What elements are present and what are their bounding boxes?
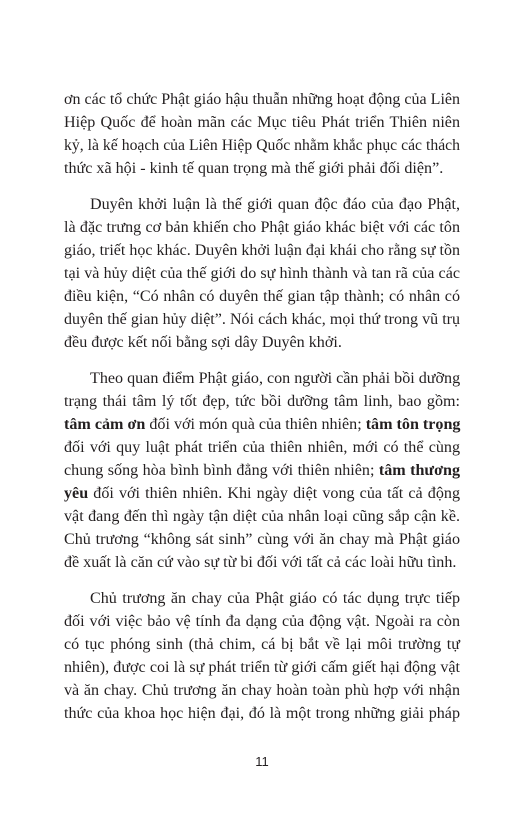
text-line: và ăn chay. Chủ trương ăn chay hoàn toàn phù hợp với nhận bbox=[64, 682, 460, 699]
paragraph-4 bbox=[64, 587, 460, 725]
text-line bbox=[64, 482, 460, 505]
text-line: Duyên khởi luận là thế giới quan độc đáo của đạo Phật, bbox=[90, 196, 460, 213]
text-line: Chủ trương ăn chay của Phật giáo có tác dụng trực tiếp bbox=[90, 590, 460, 607]
text-run: đối với món quà của thiên nhiên; bbox=[145, 416, 366, 433]
paragraph-1 bbox=[64, 88, 460, 180]
text-line: Chủ trương “không sát sinh” cùng với ăn chay mà Phật giáo bbox=[64, 531, 460, 548]
page-number: 11 bbox=[255, 754, 269, 769]
text-line: điều kiện, “Có nhân có duyên thế gian tập thành; có nhân có bbox=[64, 288, 460, 305]
bold-term: tâm tôn trọng bbox=[365, 416, 461, 433]
paragraph-2 bbox=[64, 193, 460, 354]
text-line bbox=[64, 413, 460, 436]
text-line: đề xuất là căn cứ vào sự từ bi đối với tất cả các loài hữu tình. bbox=[64, 554, 457, 571]
text-line: tại và hủy diệt của thế giới do sự hình thành và tan rã của các bbox=[64, 265, 460, 282]
text-line: có tục phóng sinh (thả chim, cá bị bắt về lại môi trường tự bbox=[64, 636, 460, 653]
text-line: kỷ, là kế hoạch của Liên Hiệp Quốc nhằm khắc phục các thách bbox=[64, 137, 460, 154]
text-line: đối với quy luật phát triển của thiên nhiên, mới có thể cùng bbox=[64, 439, 460, 456]
text-line: là đặc trưng cơ bản khiến cho Phật giáo khác biệt với các tôn bbox=[64, 219, 460, 236]
text-line: Theo quan điểm Phật giáo, con người cần phải bồi dưỡng bbox=[90, 370, 461, 387]
text-line: duyên thế gian hủy diệt”. Nói cách khác, mọi thứ trong vũ trụ bbox=[64, 311, 460, 328]
bold-term: tâm cảm ơn bbox=[64, 416, 146, 433]
text-line: thức của khoa học hiện đại, đó là một trong những giải pháp bbox=[64, 705, 460, 722]
text-line: Hiệp Quốc để hoàn mãn các Mục tiêu Phát triển Thiên niên bbox=[64, 114, 460, 131]
text-run: chung sống hòa bình bình đẳng với thiên nhiên; bbox=[64, 462, 379, 479]
bold-term: yêu bbox=[64, 485, 89, 502]
text-line: giáo, triết học khác. Duyên khởi luận đại khái cho rằng sự tồn bbox=[64, 242, 460, 259]
text-line bbox=[64, 459, 460, 482]
text-line: thức xã hội - kinh tế quan trọng mà thế giới phải đối diện”. bbox=[64, 160, 444, 177]
bold-term: tâm thương bbox=[378, 462, 461, 479]
text-run: đối với thiên nhiên. Khi ngày diệt vong của tất cả động bbox=[88, 485, 460, 502]
text-line: đều được kết nối bằng sợi dây Duyên khởi. bbox=[64, 334, 342, 351]
text-line: nhiên), được coi là sự phát triển từ giới cấm giết hại động vật bbox=[64, 659, 460, 676]
paragraph-3 bbox=[64, 367, 460, 574]
text-line: đối với việc bảo vệ tính đa dạng của động vật. Ngoài ra còn bbox=[64, 613, 460, 630]
text-line: vật đang đến thì ngày tận diệt của nhân loại cũng sắp cận kề. bbox=[64, 508, 460, 525]
text-line: trạng thái tâm lý tốt đẹp, tức bồi dưỡng tâm linh, bao gồm: bbox=[64, 393, 460, 410]
page-body-text bbox=[64, 88, 460, 725]
text-line: ơn các tổ chức Phật giáo hậu thuẫn những hoạt động của Liên bbox=[64, 91, 460, 108]
